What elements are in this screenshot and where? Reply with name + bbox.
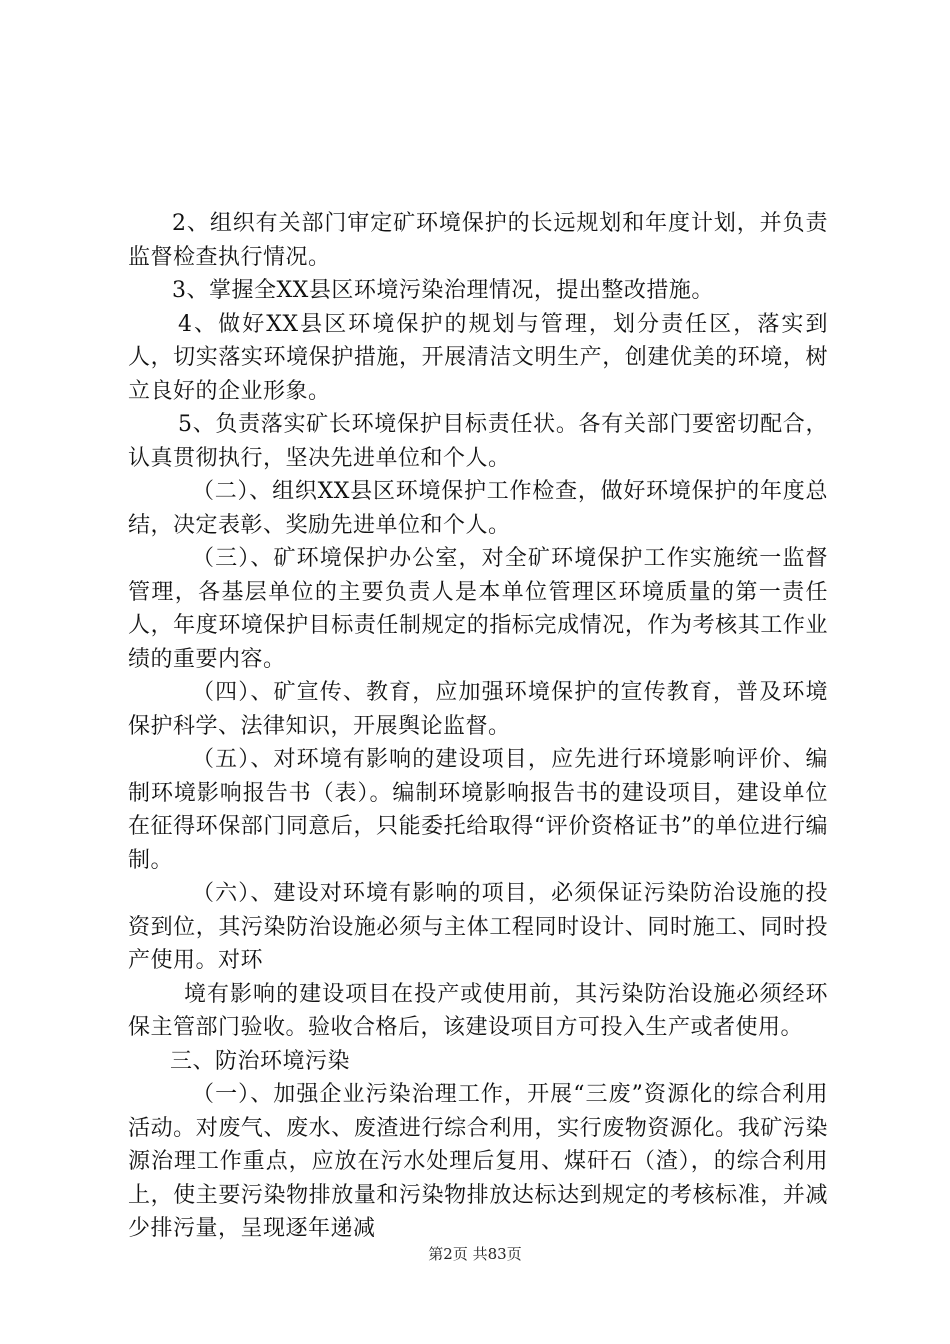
- paragraph-section-6: （六）、建设对环境有影响的项目，必须保证污染防治设施的投资到位，其污染防治设施必须与主体工程同时设计、同时施工、同时投产使用。对环: [128, 881, 828, 973]
- paragraph-section-2: （二）、组织XX县区环境保护工作检查，做好环境保护的年度总结，决定表彰、奖励先进单位和个人。: [128, 479, 828, 538]
- paragraph-item-5: 5、负责落实矿长环境保护目标责任状。各有关部门要密切配合，认真贯彻执行，坚决先进单位和个人。: [128, 412, 828, 471]
- paragraph-item-3: 3、掌握全XX县区环境污染治理情况，提出整改措施。: [172, 278, 714, 303]
- section-heading-3: 三、防治环境污染: [170, 1048, 351, 1074]
- paragraph-section-4: （四）、矿宣传、教育，应加强环境保护的宣传教育，普及环境保护科学、法律知识，开展舆论监督。: [128, 680, 828, 739]
- paragraph-item-2: 2、组织有关部门审定矿环境保护的长远规划和年度计划，并负责监督检查执行情况。: [128, 211, 828, 270]
- document-body: [128, 207, 828, 1246]
- paragraph-section-5: （五）、对环境有影响的建设项目，应先进行环境影响评价、编制环境影响报告书（表）。编制环境影响报告书的建设项目，建设单位在征得环保部门同意后，只能委托给取得“评价资格证书”的单位进行编制。: [128, 747, 828, 873]
- page-number-footer: 第2页 共83页: [428, 1245, 522, 1263]
- paragraph-subsection-1: （一）、加强企业污染治理工作，开展“三废”资源化的综合利用活动。对废气、废水、废渣进行综合利用，实行废物资源化。我矿污染源治理工作重点，应放在污水处理后复用、煤矸石（渣），的综合利用上，使主要污染物排放量和污染物排放达标达到规定的考核标准，并减少排污量，呈现逐年递减: [128, 1082, 828, 1241]
- paragraph-section-3: （三）、矿环境保护办公室，对全矿环境保护工作实施统一监督管理，各基层单位的主要负责人是本单位管理区环境质量的第一责任人，年度环境保护目标责任制规定的指标完成情况，作为考核其工作业绩的重要内容。: [128, 546, 828, 672]
- paragraph-item-4: 4、做好XX县区环境保护的规划与管理，划分责任区，落实到人，切实落实环境保护措施，开展清洁文明生产，创建优美的环境，树立良好的企业形象。: [128, 311, 828, 404]
- paragraph-section-6-continued: 境有影响的建设项目在投产或使用前，其污染防治设施必须经环保主管部门验收。验收合格后，该建设项目方可投入生产或者使用。: [128, 981, 828, 1040]
